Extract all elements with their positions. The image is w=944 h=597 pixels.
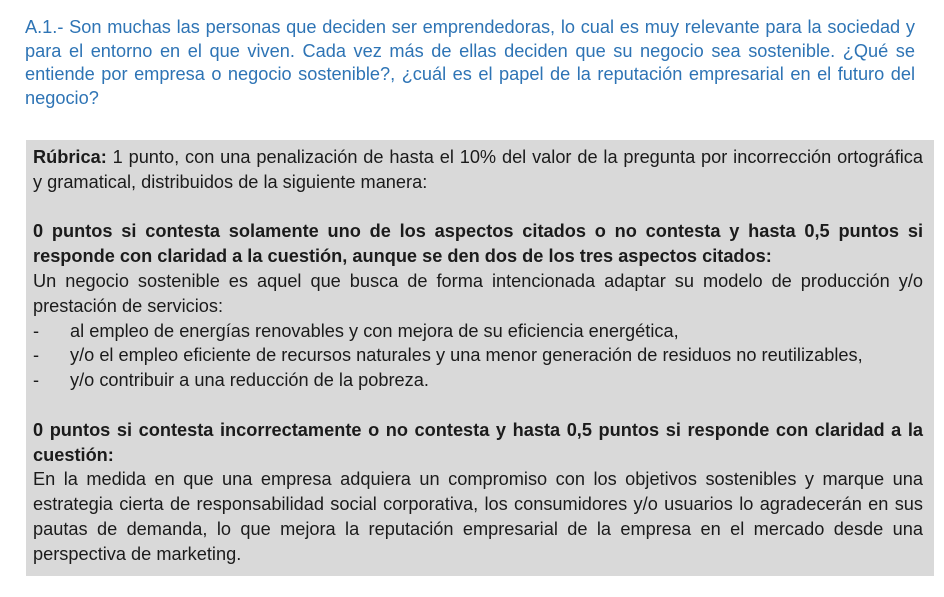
bullet-text: al empleo de energías renovables y con mejora de su eficiencia energética,: [70, 320, 679, 341]
rubric-criterion-2-heading: 0 puntos si contesta incorrectamente o no contesta y hasta 0,5 puntos si responde con claridad a la cuestión:: [33, 419, 923, 465]
rubric-criterion-2-body: En la medida en que una empresa adquiera un compromiso con los objetivos sostenibles y marque una estrategia cierta de responsabilidad social corporativa, los consumidores y/o usuarios lo agradecerán en sus pautas de demanda, lo que mejora la reputación empresarial de la empresa en el mercado desde una perspectiva de marketing.: [33, 469, 923, 564]
rubric-intro-text: 1 punto, con una penalización de hasta el 10% del valor de la pregunta por incorrección ortográfica y gramatical, distribuidos de la siguiente manera:: [33, 147, 923, 192]
question-text: A.1.- Son muchas las personas que deciden ser emprendedoras, lo cual es muy relevante para la sociedad y para el entorno en el que viven. Cada vez más de ellas deciden que su negocio sea sostenible. ¿Qué se entiende por empresa o negocio sostenible?, ¿cuál es el papel de la reputación empresarial en el futuro del negocio?: [25, 17, 915, 108]
bullet-text: y/o contribuir a una reducción de la pobreza.: [70, 370, 429, 391]
bullet-dash: -: [33, 320, 40, 341]
blank-line: [33, 393, 923, 418]
blank-line: [33, 195, 923, 220]
bullet-dash: -: [33, 370, 40, 391]
rubric-criterion-1-heading: 0 puntos si contesta solamente uno de los aspectos citados o no contesta y hasta 0,5 puntos si responde con claridad a la cuestión, aunque se den dos de los tres aspectos citados:: [33, 221, 923, 267]
list-item: [33, 368, 923, 393]
rubric-criterion-1-body: Un negocio sostenible es aquel que busca de forma intencionada adaptar su modelo de producción y/o prestación de servicios:: [33, 270, 923, 316]
bullet-dash: -: [33, 345, 40, 366]
rubric-block: [26, 140, 934, 576]
rubric-intro: [33, 145, 923, 195]
rubric-label: Rúbrica:: [33, 147, 107, 167]
list-item: [33, 343, 923, 368]
bullet-text: y/o el empleo eficiente de recursos naturales y una menor generación de residuos no reutilizables,: [70, 345, 863, 366]
list-item: [33, 319, 923, 344]
rubric-bullet-list: [33, 319, 923, 393]
